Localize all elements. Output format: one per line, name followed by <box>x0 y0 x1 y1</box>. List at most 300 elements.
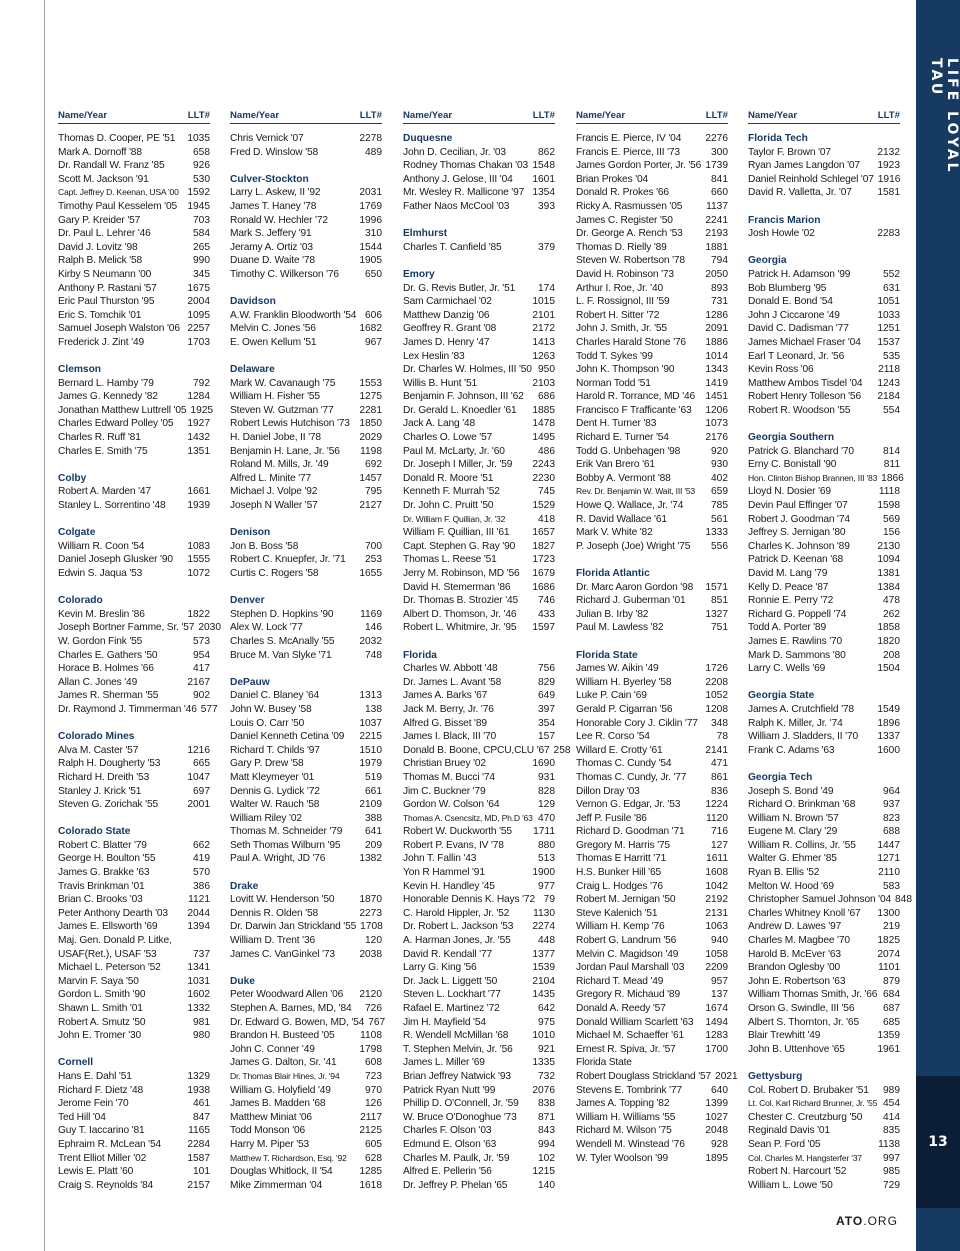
member-name: James A. Barks '67 <box>403 690 488 702</box>
llt-number: 310 <box>365 228 382 240</box>
member-row <box>58 676 210 690</box>
member-row <box>58 254 210 268</box>
member-name: David M. Lang '79 <box>748 568 828 579</box>
member-name: Honorable Cory J. Ciklin '77 <box>576 717 698 729</box>
llt-number: 2193 <box>705 228 728 240</box>
llt-number: 767 <box>368 1016 386 1028</box>
member-name: Rodney Thomas Chakan '03 <box>403 160 529 172</box>
member-row <box>403 282 555 296</box>
llt-number: 977 <box>538 880 555 892</box>
member-name: Charles Harald Stone '76 <box>576 336 686 348</box>
member-row <box>748 336 900 350</box>
llt-number: 418 <box>538 513 555 525</box>
member-row <box>230 445 382 459</box>
llt-number: 1608 <box>705 867 728 879</box>
llt-number: 692 <box>365 459 382 471</box>
member-name: James C. Register '50 <box>576 214 673 226</box>
member-row <box>576 200 728 214</box>
llt-number: 127 <box>711 839 728 851</box>
llt-number: 461 <box>193 1098 210 1110</box>
member-row <box>576 1070 738 1084</box>
llt-number: 1283 <box>705 1030 728 1042</box>
member-name: Earl T Leonard, Jr. '56 <box>748 350 845 362</box>
member-name: A.W. Franklin Bloodworth '54 <box>230 309 357 321</box>
member-row <box>576 417 728 431</box>
member-name: Dennis R. Olden '58 <box>230 907 319 919</box>
llt-number: 1900 <box>532 867 555 879</box>
llt-number: 964 <box>883 785 900 797</box>
member-name: Richard J. Guberman '01 <box>576 595 686 607</box>
member-name: Dr. George A. Rench '53 <box>576 228 683 240</box>
member-row <box>403 608 555 622</box>
member-row <box>748 499 900 513</box>
member-name: Chester C. Creutzburg '50 <box>748 1111 863 1123</box>
member-name: Ricky A. Rasmussen '05 <box>576 200 683 212</box>
member-name: John D. Cecilian, Jr. '03 <box>403 146 506 158</box>
member-row <box>576 336 728 350</box>
member-name: Chris Vernick '07 <box>230 133 304 144</box>
chapter-title: Georgia State <box>748 690 815 702</box>
llt-number: 1300 <box>877 907 900 919</box>
member-name: Vernon G. Edgar, Jr. '53 <box>576 799 681 811</box>
member-name: Lovitt W. Henderson '50 <box>230 894 335 906</box>
llt-number: 785 <box>711 500 728 512</box>
member-row <box>748 1124 900 1138</box>
llt-number: 1711 <box>533 826 555 838</box>
llt-number: 659 <box>711 486 728 498</box>
llt-number: 684 <box>883 989 900 1001</box>
member-row <box>748 649 900 663</box>
llt-number: 628 <box>365 1152 382 1164</box>
llt-number: 2184 <box>877 391 900 403</box>
member-name: Eugene M. Clary '29 <box>748 826 838 838</box>
llt-number: 688 <box>883 826 900 838</box>
member-name: Jeff P. Fusile '86 <box>576 812 647 824</box>
member-name: Charles Whitney Knoll '67 <box>748 907 861 919</box>
chapter-title: Denison <box>230 527 271 539</box>
llt-number: 731 <box>711 296 728 308</box>
llt-number: 2103 <box>532 377 555 389</box>
llt-number: 2038 <box>359 948 382 960</box>
member-row <box>58 377 210 391</box>
member-row <box>58 322 210 336</box>
llt-number: 1337 <box>877 731 900 743</box>
llt-number: 687 <box>883 1003 900 1014</box>
llt-number: 879 <box>883 975 900 987</box>
chapter-title: Florida Atlantic <box>576 568 650 579</box>
member-name: Robert Henry Tolleson '56 <box>748 391 861 403</box>
member-row <box>748 1097 900 1111</box>
member-row <box>748 173 900 187</box>
member-row <box>403 689 555 703</box>
member-name: Wendell M. Winstead '76 <box>576 1138 685 1150</box>
llt-number: 1726 <box>705 663 728 675</box>
member-row <box>748 1002 900 1016</box>
llt-number: 386 <box>193 880 210 892</box>
member-name: William F. Quillian, III '61 <box>403 527 510 539</box>
chapter-title: Colorado State <box>58 826 131 838</box>
member-name: Julian B. Irby '82 <box>576 608 649 620</box>
member-row <box>403 458 555 472</box>
llt-number: 835 <box>883 1125 900 1137</box>
llt-number: 2118 <box>878 364 900 376</box>
chapter-title: Cornell <box>58 1057 94 1069</box>
member-name: William Thomas Smith, Jr. '66 <box>748 989 878 1001</box>
member-row <box>403 771 555 785</box>
member-row <box>748 186 900 200</box>
member-row <box>748 662 900 676</box>
member-name: Dent H. Turner '83 <box>576 418 657 430</box>
member-row <box>403 1029 555 1043</box>
member-row <box>576 1097 728 1111</box>
member-name: Francisco F Trafficante '63 <box>576 404 692 416</box>
llt-number: 1263 <box>532 350 555 362</box>
chapter-title: DePauw <box>230 676 270 688</box>
member-row <box>748 1084 900 1098</box>
llt-number: 1333 <box>705 527 728 539</box>
llt-number: 2091 <box>705 323 728 335</box>
llt-number: 2110 <box>878 867 900 879</box>
member-row <box>748 390 900 404</box>
llt-number: 871 <box>538 1111 555 1123</box>
llt-number: 208 <box>883 649 900 661</box>
member-row <box>403 893 555 907</box>
member-name: Frederick J. Zint '49 <box>58 336 144 348</box>
llt-number: 348 <box>711 717 728 729</box>
member-row <box>230 241 382 255</box>
member-name: William H. Byerley '58 <box>576 676 672 688</box>
member-name: Dr. G. Revis Butler, Jr. '51 <box>403 282 516 294</box>
member-row <box>576 812 728 826</box>
member-row <box>58 839 210 853</box>
llt-number: 2176 <box>705 432 728 444</box>
member-row <box>576 404 728 418</box>
llt-number: 1661 <box>187 486 210 498</box>
member-row <box>576 852 728 866</box>
member-name: Josh Howle '02 <box>748 228 815 240</box>
llt-number: 700 <box>365 540 382 552</box>
column-2 <box>230 110 386 1192</box>
member-name: Arthur I. Roe, Jr. '40 <box>576 282 663 294</box>
llt-number: 1051 <box>877 296 900 308</box>
member-row <box>403 757 555 771</box>
member-name: Ted Hill '04 <box>58 1111 106 1123</box>
member-name: Dr. Thomas Blair Hines, Jr. '94 <box>230 1070 340 1081</box>
member-name: Charles E. Gathers '50 <box>58 649 158 661</box>
member-name: John E. Tromer '30 <box>58 1030 142 1042</box>
llt-number: 1504 <box>877 663 900 675</box>
member-row <box>58 404 214 418</box>
member-row <box>576 893 728 907</box>
member-name: Mark V. White '82 <box>576 527 653 539</box>
member-name: Charles R. Ruff '81 <box>58 432 141 444</box>
member-name: Todd A. Porter '89 <box>748 622 826 634</box>
member-name: Richard H. Dreith '53 <box>58 771 150 783</box>
member-row <box>230 825 382 839</box>
member-name: Eric S. Tomchik '01 <box>58 309 142 321</box>
member-row <box>58 1084 210 1098</box>
llt-number: 156 <box>883 527 900 539</box>
member-name: Lewis E. Platt '60 <box>58 1166 134 1178</box>
member-name: William G. Holyfield '49 <box>230 1084 331 1096</box>
llt-number: 157 <box>538 731 555 743</box>
llt-number: 862 <box>538 146 555 158</box>
member-row <box>403 798 555 812</box>
member-name: Guy T. Iaccarino '81 <box>58 1125 145 1137</box>
member-name: Dr. Marc Aaron Gordon '98 <box>576 581 694 593</box>
member-row <box>230 1165 382 1179</box>
llt-number: 1130 <box>533 907 555 919</box>
member-name: Ralph K. Miller, Jr. '74 <box>748 717 843 729</box>
llt-number: 138 <box>365 703 382 715</box>
member-name: John B. Uttenhove '65 <box>748 1043 845 1055</box>
member-name: James G. Kennedy '82 <box>58 391 158 403</box>
chapter-title: Georgia <box>748 255 787 267</box>
member-name: James E. Ellsworth '69 <box>58 921 158 933</box>
member-name: John J. Smith, Jr. '55 <box>576 323 667 335</box>
member-row <box>748 1029 900 1043</box>
llt-number: 1592 <box>187 187 210 199</box>
member-row <box>748 948 900 962</box>
llt-number: 101 <box>193 1166 210 1178</box>
member-row <box>748 350 900 364</box>
member-row <box>403 934 555 948</box>
member-row <box>748 1152 900 1166</box>
llt-number: 861 <box>711 771 728 783</box>
llt-number: 990 <box>193 255 210 267</box>
header-name-label: Name/Year <box>576 110 626 121</box>
member-row <box>230 785 382 799</box>
member-row <box>403 431 555 445</box>
member-row <box>230 1002 382 1016</box>
member-name: Joseph S. Bond '49 <box>748 785 834 797</box>
member-row <box>576 717 728 731</box>
member-row <box>748 852 900 866</box>
member-row <box>403 540 555 554</box>
member-row <box>230 717 382 731</box>
member-name: Steven W. Gutzman '77 <box>230 404 334 416</box>
member-row <box>58 540 210 554</box>
member-row <box>576 445 728 459</box>
llt-number: 219 <box>883 921 900 933</box>
member-row <box>230 852 382 866</box>
member-name: Alfred E. Pellerin '56 <box>403 1166 492 1178</box>
member-name: Joseph N Waller '57 <box>230 500 318 512</box>
llt-number: 1251 <box>877 323 900 335</box>
member-row <box>230 390 382 404</box>
llt-number: 1198 <box>360 445 382 457</box>
llt-number: 2104 <box>532 975 555 987</box>
member-name: Charles T. Canfield '85 <box>403 241 502 253</box>
member-row <box>230 1056 382 1070</box>
member-name: Edmund E. Olson '63 <box>403 1138 497 1150</box>
member-name: James A. Crutchfield '78 <box>748 703 854 715</box>
member-name: Walter W. Rauch '58 <box>230 799 320 811</box>
member-row <box>576 431 728 445</box>
member-row <box>58 553 210 567</box>
member-name: Hans E. Dahl '51 <box>58 1070 132 1082</box>
member-name: Stephen D. Hopkins '90 <box>230 608 334 620</box>
member-row <box>230 798 382 812</box>
member-name: Donald A. Reedy '57 <box>576 1003 666 1014</box>
member-name: Paul M. McLarty, Jr. '60 <box>403 445 505 457</box>
member-name: Dr. Darwin Jan Strickland '55 <box>230 921 357 933</box>
member-name: Harry M. Piper '53 <box>230 1138 310 1150</box>
llt-number: 1675 <box>187 282 210 294</box>
member-row <box>230 214 382 228</box>
member-row <box>748 1043 900 1057</box>
member-name: Geoffrey R. Grant '08 <box>403 323 497 335</box>
member-row <box>748 159 900 173</box>
llt-number: 794 <box>711 255 728 267</box>
member-row <box>403 1097 555 1111</box>
member-row <box>403 581 555 595</box>
member-name: Todd Monson '06 <box>230 1125 306 1137</box>
llt-number: 1916 <box>877 173 901 185</box>
member-name: Robert C. Blatter '79 <box>58 839 147 851</box>
member-row <box>748 1111 900 1125</box>
member-name: Norman Todd '51 <box>576 377 651 389</box>
llt-number: 703 <box>193 214 210 226</box>
llt-number: 975 <box>538 1016 555 1028</box>
llt-number: 102 <box>538 1152 555 1164</box>
llt-number: 388 <box>365 812 382 824</box>
member-name: Alex W. Lock '77 <box>230 622 303 634</box>
member-row <box>230 934 382 948</box>
member-name: Mark W. Cavanaugh '75 <box>230 377 336 389</box>
member-name: Bobby A. Vermont '88 <box>576 472 671 484</box>
member-name: Gordon W. Colson '64 <box>403 799 500 811</box>
llt-number: 1822 <box>187 608 210 620</box>
member-row <box>403 146 555 160</box>
llt-number: 950 <box>538 364 555 376</box>
member-row <box>403 866 555 880</box>
member-row <box>230 336 382 350</box>
member-name: Daniel C. Blaney '64 <box>230 690 319 702</box>
chapter-title: Colorado Mines <box>58 731 135 743</box>
member-name: John J Ciccarone '49 <box>748 309 840 321</box>
llt-number: 745 <box>538 486 555 498</box>
llt-number: 848 <box>895 894 912 906</box>
member-row <box>576 1043 728 1057</box>
member-name: Jordan Paul Marshall '03 <box>576 962 685 974</box>
llt-number: 402 <box>711 472 728 484</box>
member-name: Charles S. McAnally '55 <box>230 635 335 647</box>
member-name: Thomas M. Bucci '74 <box>403 771 495 783</box>
member-row <box>748 635 900 649</box>
llt-number: 1382 <box>359 853 382 865</box>
member-row <box>576 485 728 499</box>
member-name: Erik Van Brero '61 <box>576 459 655 471</box>
llt-number: 2157 <box>187 1179 210 1191</box>
llt-number: 253 <box>365 554 382 566</box>
chapter-title: Florida <box>403 649 437 661</box>
member-name: Alfred L. Minite '77 <box>230 472 312 484</box>
llt-number: 981 <box>193 1016 210 1028</box>
llt-number: 1359 <box>877 1030 900 1042</box>
member-row <box>230 132 382 146</box>
chapter-title: Culver-Stockton <box>230 173 309 185</box>
member-row <box>748 581 900 595</box>
member-row <box>230 417 382 431</box>
member-row <box>58 771 210 785</box>
llt-number: 140 <box>538 1179 555 1191</box>
llt-number: 1354 <box>532 187 555 199</box>
llt-number: 1979 <box>359 758 382 770</box>
member-name: Richard O. Brinkman '68 <box>748 799 856 811</box>
llt-number: 1121 <box>188 894 210 906</box>
llt-number: 2127 <box>359 500 382 512</box>
member-row <box>58 159 210 173</box>
llt-number: 570 <box>193 867 210 879</box>
left-margin-rule <box>44 0 45 1251</box>
llt-number: 970 <box>365 1084 382 1096</box>
member-row <box>58 649 210 663</box>
member-name: David C. Dadisman '77 <box>748 323 849 335</box>
member-name: William L. Lowe '50 <box>748 1179 833 1191</box>
member-row <box>58 241 210 255</box>
member-row <box>748 717 900 731</box>
member-row <box>403 173 555 187</box>
llt-number: 1945 <box>187 200 210 212</box>
member-name: Melvin C. Jones '56 <box>230 323 316 335</box>
member-name: Joseph Bortner Famme, Sr. '57 <box>58 622 195 634</box>
member-row <box>403 513 555 527</box>
member-row <box>58 390 210 404</box>
member-name: Dr. James L. Avant '58 <box>403 676 502 688</box>
member-row <box>576 934 728 948</box>
member-row <box>58 961 210 975</box>
member-row <box>403 812 555 826</box>
llt-number: 967 <box>365 336 382 348</box>
llt-number: 2050 <box>705 268 728 280</box>
column-4 <box>576 110 738 1165</box>
member-name: James L. Miller '69 <box>403 1057 485 1069</box>
llt-number: 1679 <box>532 568 555 579</box>
member-row <box>58 1138 210 1152</box>
member-row <box>576 472 728 486</box>
llt-number: 265 <box>193 241 210 253</box>
member-row <box>403 1124 555 1138</box>
member-row <box>230 227 382 241</box>
llt-number: 519 <box>365 771 382 783</box>
member-row <box>58 200 210 214</box>
member-name: Edwin S. Jaqua '53 <box>58 568 143 579</box>
member-row <box>403 785 555 799</box>
member-row <box>576 254 728 268</box>
llt-number: 1208 <box>705 703 728 715</box>
llt-number: 751 <box>711 622 728 634</box>
member-name: Patrick D. Keenan '68 <box>748 554 844 566</box>
member-name: W. Bruce O'Donoghue '73 <box>403 1111 517 1123</box>
member-row <box>230 485 382 499</box>
llt-number: 137 <box>711 989 728 1001</box>
member-row <box>748 934 900 948</box>
member-name: Kevin M. Breslin '86 <box>58 608 145 620</box>
member-name: Robert H. Sitter '72 <box>576 309 660 321</box>
llt-number: 1581 <box>877 187 900 199</box>
member-row <box>576 146 728 160</box>
member-name: Ralph H. Dougherty '53 <box>58 758 161 770</box>
member-name: Brian Jeffrey Natwick '93 <box>403 1070 511 1082</box>
member-name: Robert P. Evans, IV '78 <box>403 839 504 851</box>
llt-number: 2117 <box>360 1111 382 1123</box>
member-name: Dr. Gerald L. Knoedler '61 <box>403 404 517 416</box>
chapter-title: Georgia Tech <box>748 771 813 783</box>
member-row <box>230 1097 382 1111</box>
member-name: Anthony P. Rastani '57 <box>58 282 157 294</box>
llt-number: 1555 <box>187 554 210 566</box>
